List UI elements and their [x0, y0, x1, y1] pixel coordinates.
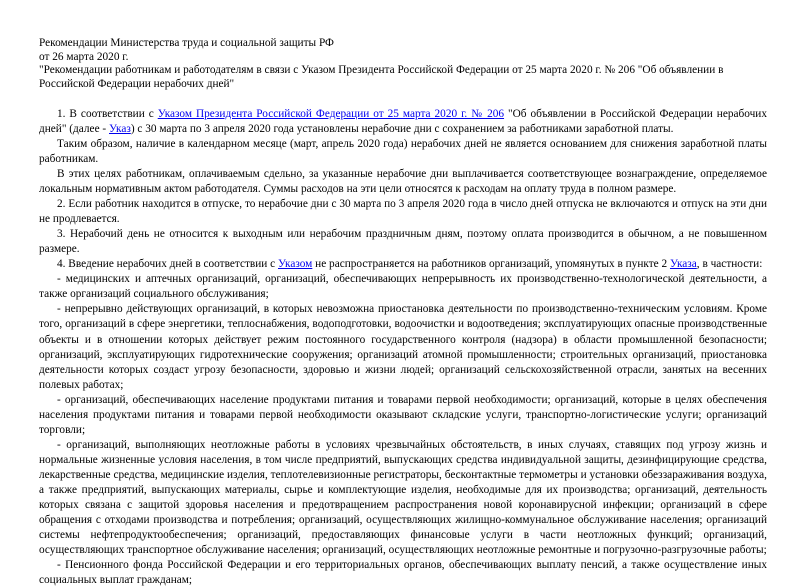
- paragraph-4: 2. Если работник находится в отпуске, то нерабочие дни с 30 марта по 3 апреля 2020 года в число дней отпуска не включаются и отпуск на эти дни не продлевается.: [39, 198, 767, 226]
- paragraph-1-text-c: ) с 30 марта по 3 апреля 2020 года установлены нерабочие дни с сохранением за работниками заработной платы.: [130, 122, 674, 135]
- header-title-line: "Рекомендации работникам и работодателям в связи с Указом Президента Российской Федерации от 25 марта 2020 г. № 206 "Об объявлении в Российской Федерации нерабочих дней": [39, 64, 724, 91]
- decree-clause-link[interactable]: Указа: [669, 258, 697, 271]
- list-item-medical: - медицинских и аптечных организаций, организаций, обеспечивающих непрерывность их производственно-технологической деятельности, а также организаций социального обслуживания;: [39, 273, 767, 301]
- decree-short-link[interactable]: Указ: [109, 122, 131, 135]
- paragraph-6: [39, 257, 767, 272]
- paragraph-3: В этих целях работникам, оплачиваемым сдельно, за указанные нерабочие дни выплачивается соответствующее вознаграждение, определяемое локальным нормативным актом работодателя. Суммы расходов на эти цели относятся к расходам на оплату труда в полном размере.: [39, 168, 767, 196]
- paragraph-5: 3. Нерабочий день не относится к выходным или нерабочим праздничным дням, поэтому оплата производится в обычном, а не повышенном размере.: [39, 228, 767, 256]
- paragraph-6-text-a: 4. Введение нерабочих дней в соответствии с: [57, 258, 279, 271]
- paragraph-1: [39, 107, 767, 137]
- list-item-pension-fund: - Пенсионного фонда Российской Федерации и его территориальных органов, обеспечивающих выплату пенсий, а также осуществление иных социальных выплат гражданам;: [39, 559, 767, 587]
- list-item-continuous: - непрерывно действующих организаций, в которых невозможна приостановка деятельности по производственно-техническим условиям. Кроме того, организаций в сфере энергетики, теплоснабжения, водоподготовки, водоочистки и водоотведения; эксплуатирующих опасные производственные объекты и в отношении которых действует режим постоянного государственного контроля (надзора) в области промышленной безопасности; организаций, эксплуатирующих гидротехнические сооружения; организаций атомной промышленности; строительных организаций, приостановка деятельности которых создаст угрозу безопасности, здоровью и жизни людей; организаций сельскохозяйственной отрасли, занятых на весенних полевых работах;: [39, 303, 767, 391]
- paragraph-2: Таким образом, наличие в календарном месяце (март, апрель 2020 года) нерабочих дней не является основанием для снижения заработной платы работникам.: [39, 137, 767, 165]
- document-header: [39, 37, 767, 92]
- document-body: [39, 107, 767, 588]
- list-item-urgent-works: - организаций, выполняющих неотложные работы в условиях чрезвычайных обстоятельств, в иных случаях, ставящих под угрозу жизнь и нормальные жизненные условия населения, в том числе предприятий, выпускающих средства индивидуальной защиты, дезинфицирующие средства, лекарственные средства, медицинские изделия, теплотелевизионные регистраторы, бесконтактные термометры и установки обеззараживания воздуха, а также предприятий, выпускающих материалы, сырье и комплектующие изделия, необходимые для их производства; организаций, деятельность которых связана с защитой здоровья населения и предотвращением распространения новой коронавирусной инфекции; организаций в сфере обращения с отходами производства и потребления; организаций, осуществляющих жилищно-коммунальное обслуживание населения; организаций системы нефтепродуктообеспечения; организаций, предоставляющих финансовые услуги в части неотложных функций; организаций, осуществляющих транспортное обслуживание населения; организаций, осуществляющих неотложные ремонтные и погрузочно-разгрузочные работы;: [39, 438, 767, 557]
- paragraph-6-text-c: , в частности:: [696, 258, 763, 271]
- paragraph-6-text-b: не распространяется на работников организаций, упомянутых в пункте 2: [312, 258, 670, 271]
- header-date-line: от 26 марта 2020 г.: [39, 50, 129, 63]
- decree-ref-link[interactable]: Указом: [278, 258, 313, 271]
- document-page: [39, 37, 767, 588]
- header-source-line: Рекомендации Министерства труда и социальной защиты РФ: [39, 37, 334, 49]
- list-item-food-supply: - организаций, обеспечивающих население продуктами питания и товарами первой необходимости; организаций, которые в целях обеспечения населения продуктами питания и товарами первой необходимости оказывают складские услуги, транспортно-логистические услуги; организаций торговли;: [39, 393, 767, 436]
- paragraph-1-text-a: 1. В соответствии с: [57, 107, 158, 120]
- decree-link[interactable]: Указом Президента Российской Федерации от 25 марта 2020 г. № 206: [157, 107, 505, 120]
- paragraph-1-text-b: "Об объявлении в Российской Федерации нерабочих дней" (далее -: [39, 107, 768, 135]
